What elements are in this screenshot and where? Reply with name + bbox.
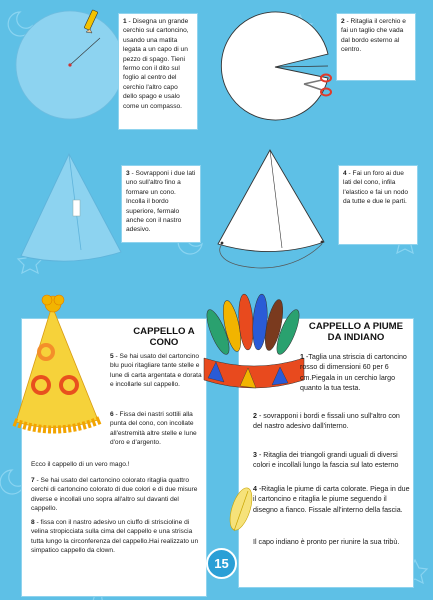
step-2-number: 2	[341, 18, 345, 25]
indian-step-3	[253, 450, 411, 471]
indian-headdress-illustration	[200, 288, 310, 398]
indian-step-1-number: 1	[300, 353, 304, 361]
indian-step-3-text: - Ritaglia dei triangoli grandi uguali di diversi colori e incollali lungo la fascia sul lato esterno	[253, 451, 399, 470]
indian-title-line-1: CAPPELLO A PIUME	[308, 321, 404, 332]
clown-step-6-number: 6	[110, 411, 114, 418]
clown-hat-illustration	[6, 292, 106, 442]
step-4-box	[338, 165, 418, 245]
step-3-box	[121, 165, 201, 243]
clown-step-6-end: Ecco il cappello di un vero mago.!	[31, 461, 130, 468]
indian-step-1-text: -Taglia una striscia di cartoncino rosso di dimensioni 60 per 6 cm.Piegala in un cerchio largo quanto la tua testa.	[300, 353, 407, 393]
clown-hat-title	[116, 326, 212, 348]
indian-step-2-text: - sovrapponi i bordi e fissali uno sull'altro con del nastro adesivo dall'interno.	[253, 412, 400, 431]
clown-step-5-number: 5	[110, 353, 114, 360]
clown-step-7	[31, 476, 203, 514]
indian-end: Il capo indiano è pronto per riunire la sua tribù.	[253, 538, 400, 546]
indian-step-2	[253, 411, 411, 432]
step-4-text: - Fai un foro ai due lati del cono, infila l'elastico e fai un nodo da tutte e due le parti.	[343, 170, 409, 206]
pencil-icon	[80, 8, 104, 40]
clown-step-5	[110, 352, 202, 390]
cone-elastic-illustration	[212, 148, 337, 278]
clown-step-6	[110, 410, 202, 448]
indian-step-3-number: 3	[253, 451, 257, 459]
indian-hat-title	[300, 321, 412, 343]
step-3-text: - Sovrapponi i due lati uno sull'altro fino a formare un cono. Incolla il bordo superiore, fermalo anche con il nastro adesivo.	[126, 170, 196, 234]
feather-illustration	[226, 485, 256, 541]
clown-step-8	[31, 518, 203, 556]
clown-step-8-text: - fissa con il nastro adesivo un ciuffo di striscioline di velina stropicciata sulla cima del cappello e una striscia tutta lungo la circonferenza del cappello.Hai realizzato un simpatico cappello da clown.	[31, 519, 199, 555]
paper-circle-illustration	[14, 8, 129, 123]
clown-step-5-text: - Se hai usato del cartoncino blu puoi ritagliare tante stelle e lune di carta argentata e dorata e incollarle sul cappello.	[110, 353, 202, 389]
step-4-number: 4	[343, 170, 347, 177]
clown-step-6-text: - Fissa dei nastri sottili alla punta del cono, con incollate all'estremità altre stelle e lune d'oro e d'argento.	[110, 411, 197, 447]
clown-title-line-1: CAPPELLO A	[133, 326, 195, 337]
step-3-number: 3	[126, 170, 130, 177]
indian-step-1a	[300, 352, 410, 394]
step-1-box	[118, 13, 198, 130]
clown-step-8-number: 8	[31, 519, 35, 526]
step-2-box	[336, 13, 416, 81]
indian-step-2-number: 2	[253, 412, 257, 420]
indian-step-4	[253, 484, 411, 515]
clown-step-7-number: 7	[31, 477, 35, 484]
page-number: 15	[206, 548, 237, 579]
cone-illustration	[17, 152, 127, 264]
indian-step-4-text: -Ritaglia le piume di carta colorate. Piega in due il cartoncino e ritaglia le piume seguendo il disegno a fianco. Fissale all'interno della fascia.	[253, 485, 410, 514]
step-1-text: - Disegna un grande cerchio sul cartoncino, usando una matita legata a un capo di un pezzo di spago. Tieni fermo con il dito sul foglio al centro del cerchio l'altro capo dello spago e usalo come un compasso.	[123, 18, 189, 110]
indian-title-line-2: DA INDIANO	[327, 332, 385, 343]
step-2-text: - Ritaglia il cerchio e fai un taglio che vada dal bordo esterno al centro.	[341, 18, 406, 54]
clown-step-7-text: - Se hai usato del cartoncino colorato ritaglia quattro cerchi di cartoncino colorato di due colori e di due misure diverse e incollali uno sopra all'altro sul davanti del cappello.	[31, 477, 198, 513]
scissors-icon	[300, 68, 334, 102]
clown-title-line-2: CONO	[149, 337, 179, 348]
indian-step-4-number: 4	[253, 485, 257, 493]
step-1-number: 1	[123, 18, 127, 25]
